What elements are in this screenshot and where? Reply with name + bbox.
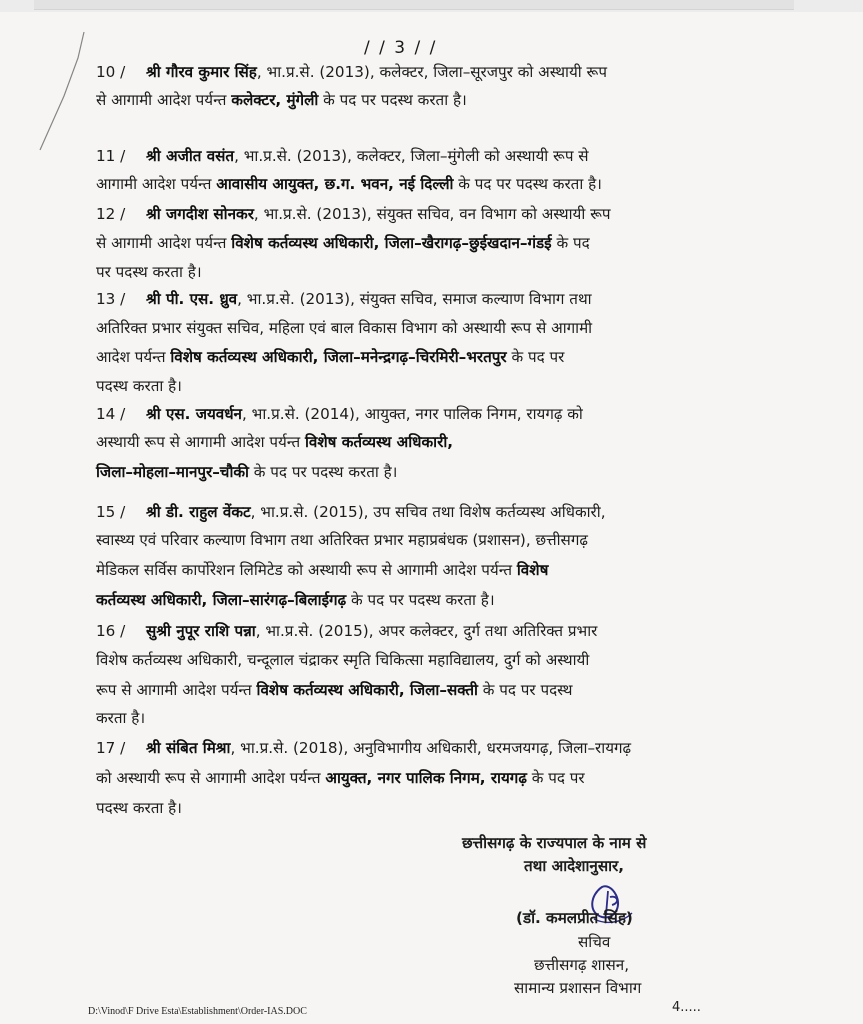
- signatory-department: सामान्य प्रशासन विभाग: [514, 979, 642, 997]
- next-page-marker: 4.....: [672, 1000, 701, 1015]
- order-line: [96, 146, 589, 166]
- page-number: / / 3 / /: [364, 38, 438, 58]
- signatory-designation: सचिव: [578, 933, 611, 951]
- bold-text: विशेष कर्तव्यस्थ अधिकारी, जिला–खैरागढ़–छुईखदान–गंडई: [231, 234, 552, 252]
- line-text: अतिरिक्त प्रभार संयुक्त सचिव, महिला एवं बाल विकास विभाग को अस्थायी रूप से आगामी: [96, 319, 593, 337]
- bold-text: जिला–मोहला–मानपुर–चौकी: [96, 463, 249, 481]
- bold-text: श्री डी. राहुल वेंकट: [146, 503, 251, 521]
- order-line: [96, 560, 548, 580]
- order-number: 10 /: [96, 63, 126, 81]
- order-number: 11 /: [96, 147, 126, 165]
- line-text: के पद पर पदस्थ करता है।: [453, 175, 602, 193]
- bold-text: विशेष कर्तव्यस्थ अधिकारी, जिला–सक्ती: [256, 681, 478, 699]
- order-line: [96, 621, 597, 641]
- bold-text: कलेक्टर, मुंगेली: [231, 91, 319, 109]
- line-text: , भा.प्र.से. (2013), संयुक्त सचिव, समाज कल्याण विभाग तथा: [237, 290, 592, 308]
- signatory-government: छत्तीसगढ़ शासन,: [534, 956, 630, 974]
- order-line: [96, 62, 607, 82]
- line-text: रूप से आगामी आदेश पर्यन्त: [96, 681, 257, 699]
- bold-text: आयुक्त, नगर पालिक निगम, रायगढ़: [325, 769, 527, 787]
- signoff-line-2: तथा आदेशानुसार,: [524, 857, 625, 875]
- line-text: आदेश पर्यन्त: [96, 348, 171, 366]
- order-line: [96, 708, 145, 728]
- line-text: के पद पर: [526, 769, 585, 787]
- order-line: [96, 798, 182, 818]
- line-text: , भा.प्र.से. (2018), अनुविभागीय अधिकारी, धरमजयगढ़, जिला–रायगढ़: [230, 739, 632, 757]
- order-line: [96, 204, 611, 224]
- bold-text: श्री एस. जयवर्धन: [146, 405, 242, 423]
- line-text: , भा.प्र.से. (2014), आयुक्त, नगर पालिक निगम, रायगढ़ को: [242, 405, 583, 423]
- line-text: के पद पर पदस्थ करता है।: [318, 91, 467, 109]
- order-number: 14 /: [96, 405, 126, 423]
- line-text: , भा.प्र.से. (2013), कलेक्टर, जिला–सूरजपुर को अस्थायी रूप: [256, 63, 607, 81]
- line-text: के पद पर पदस्थ करता है।: [346, 591, 495, 609]
- order-line: [96, 680, 572, 700]
- line-text: विशेष कर्तव्यस्थ अधिकारी, चन्दूलाल चंद्राकर स्मृति चिकित्सा महाविद्यालय, दुर्ग को अस्थायी: [96, 651, 590, 669]
- order-line: [96, 174, 602, 194]
- line-text: को अस्थायी रूप से आगामी आदेश पर्यन्त: [96, 769, 326, 787]
- order-number: 13 /: [96, 290, 126, 308]
- bold-text: आवासीय आयुक्त, छ.ग. भवन, नई दिल्ली: [216, 175, 454, 193]
- order-line: [96, 590, 495, 610]
- bold-text: श्री अजीत वसंत: [146, 147, 235, 165]
- line-text: से आगामी आदेश पर्यन्त: [96, 234, 232, 252]
- order-line: [96, 738, 631, 758]
- line-text: करता है।: [96, 709, 146, 727]
- line-text: पर पदस्थ करता है।: [96, 263, 202, 281]
- order-line: [96, 376, 182, 396]
- line-text: के पद पर पदस्थ करता है।: [248, 463, 398, 481]
- line-text: के पद पर: [506, 348, 565, 366]
- bold-text: कर्तव्यस्थ अधिकारी, जिला–सारंगढ़–बिलाईगढ़: [96, 591, 347, 609]
- bold-text: श्री गौरव कुमार सिंह: [146, 63, 257, 81]
- line-text: , भा.प्र.से. (2015), उप सचिव तथा विशेष कर्तव्यस्थ अधिकारी,: [250, 503, 606, 521]
- order-number: 16 /: [96, 622, 126, 640]
- line-text: , भा.प्र.से. (2015), अपर कलेक्टर, दुर्ग तथा अतिरिक्त प्रभार: [255, 622, 598, 640]
- bold-text: विशेष: [516, 561, 549, 579]
- line-text: मेडिकल सर्विस कार्पोरेशन लिमिटेड को अस्थायी रूप से आगामी आदेश पर्यन्त: [96, 561, 517, 579]
- bold-text: श्री पी. एस. ध्रुव: [146, 290, 238, 308]
- order-line: [96, 90, 467, 110]
- bold-text: विशेष कर्तव्यस्थ अधिकारी,: [304, 433, 454, 451]
- signoff-line-1: छत्तीसगढ़ के राज्यपाल के नाम से: [462, 834, 647, 852]
- order-line: [96, 404, 583, 424]
- line-text: , भा.प्र.से. (2013), संयुक्त सचिव, वन विभाग को अस्थायी रूप: [253, 205, 611, 223]
- signatory-name: (डॉ. कमलप्रीत सिंह): [516, 909, 633, 927]
- line-text: स्वास्थ्य एवं परिवार कल्याण विभाग तथा अतिरिक्त प्रभार महाप्रबंधक (प्रशासन), छत्तीसगढ़: [96, 531, 588, 549]
- top-edge: [0, 0, 863, 12]
- bold-text: श्री संबित मिश्रा: [146, 739, 231, 757]
- order-line: [96, 462, 397, 482]
- line-text: के पद पर पदस्थ: [477, 681, 573, 699]
- order-number: 12 /: [96, 205, 126, 223]
- order-line: [96, 432, 453, 452]
- order-number: 17 /: [96, 739, 126, 757]
- bold-text: श्री जगदीश सोनकर: [146, 205, 254, 223]
- order-line: [96, 502, 606, 522]
- order-line: [96, 768, 585, 788]
- bold-text: सुश्री नुपूर राशि पन्ना: [146, 622, 256, 640]
- line-text: के पद: [551, 234, 590, 252]
- line-text: पदस्थ करता है।: [96, 377, 182, 395]
- order-line: [96, 233, 590, 253]
- line-text: से आगामी आदेश पर्यन्त: [96, 91, 232, 109]
- line-text: आगामी आदेश पर्यन्त: [96, 175, 217, 193]
- line-text: पदस्थ करता है।: [96, 799, 182, 817]
- order-number: 15 /: [96, 503, 126, 521]
- bold-text: विशेष कर्तव्यस्थ अधिकारी, जिला–मनेन्द्रगढ़–चिरमिरी–भरतपुर: [170, 348, 507, 366]
- order-line: [96, 289, 592, 309]
- order-line: [96, 262, 202, 282]
- file-path: D:\Vinod\F Drive Esta\Establishment\Order-IAS.DOC: [88, 1006, 307, 1017]
- line-text: अस्थायी रूप से आगामी आदेश पर्यन्त: [96, 433, 305, 451]
- order-line: [96, 318, 592, 338]
- line-text: , भा.प्र.से. (2013), कलेक्टर, जिला–मुंगेली को अस्थायी रूप से: [234, 147, 589, 165]
- order-line: [96, 530, 588, 550]
- order-line: [96, 347, 564, 367]
- order-line: [96, 650, 589, 670]
